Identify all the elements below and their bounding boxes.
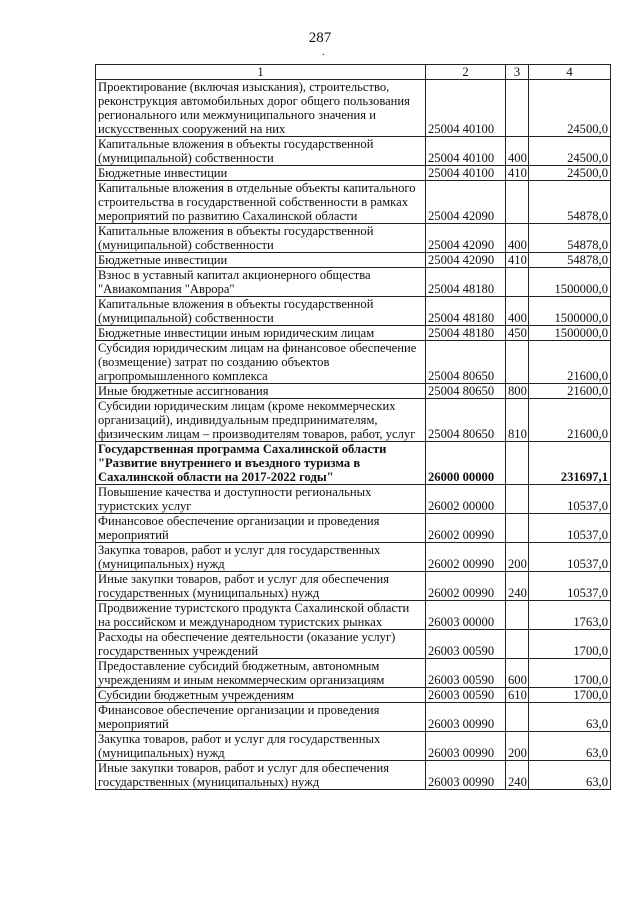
row-code-cell: 25004 80650 (426, 399, 506, 442)
table-row (96, 572, 611, 601)
row-code-cell: 25004 42090 (426, 224, 506, 253)
row-amount-cell: 54878,0 (529, 224, 611, 253)
row-code-cell: 25004 48180 (426, 297, 506, 326)
row-amount-cell: 54878,0 (529, 253, 611, 268)
row-name-cell: Расходы на обеспечение деятельности (оказание услуг) государственных учреждений (96, 630, 426, 659)
row-amount-cell: 24500,0 (529, 80, 611, 137)
row-name-cell: Капитальные вложения в объекты государственной (муниципальной) собственности (96, 224, 426, 253)
row-amount-cell: 10537,0 (529, 514, 611, 543)
row-code-cell: 26003 00590 (426, 630, 506, 659)
row-code-cell: 26002 00990 (426, 543, 506, 572)
row-amount-cell: 1763,0 (529, 601, 611, 630)
row-name-cell: Предоставление субсидий бюджетным, автономным учреждениям и иным некоммерческим организациям (96, 659, 426, 688)
table-row (96, 688, 611, 703)
row-type-cell (506, 268, 529, 297)
row-code-cell: 25004 48180 (426, 268, 506, 297)
table-row (96, 166, 611, 181)
table-row (96, 659, 611, 688)
header-cell: 2 (426, 65, 506, 80)
row-name-cell: Капитальные вложения в объекты государственной (муниципальной) собственности (96, 137, 426, 166)
row-type-cell: 240 (506, 761, 529, 790)
row-name-cell: Иные закупки товаров, работ и услуг для обеспечения государственных (муниципальных) нужд (96, 572, 426, 601)
row-name-cell: Капитальные вложения в объекты государственной (муниципальной) собственности (96, 297, 426, 326)
row-type-cell (506, 630, 529, 659)
row-amount-cell: 1700,0 (529, 659, 611, 688)
row-amount-cell: 21600,0 (529, 384, 611, 399)
row-name-cell: Закупка товаров, работ и услуг для государственных (муниципальных) нужд (96, 543, 426, 572)
row-amount-cell: 21600,0 (529, 399, 611, 442)
header-cell: 4 (529, 65, 611, 80)
row-type-cell: 450 (506, 326, 529, 341)
row-code-cell: 25004 80650 (426, 384, 506, 399)
row-type-cell: 800 (506, 384, 529, 399)
row-type-cell (506, 514, 529, 543)
table-row (96, 703, 611, 732)
row-name-cell: Финансовое обеспечение организации и проведения мероприятий (96, 703, 426, 732)
header-cell: 3 (506, 65, 529, 80)
table-row (96, 137, 611, 166)
row-name-cell: Бюджетные инвестиции (96, 166, 426, 181)
row-amount-cell: 10537,0 (529, 485, 611, 514)
row-type-cell (506, 80, 529, 137)
row-code-cell: 25004 40100 (426, 137, 506, 166)
table-row (96, 384, 611, 399)
table-row (96, 181, 611, 224)
row-code-cell: 26000 00000 (426, 442, 506, 485)
table-row (96, 341, 611, 384)
row-name-cell: Закупка товаров, работ и услуг для государственных (муниципальных) нужд (96, 732, 426, 761)
row-name-cell: Бюджетные инвестиции (96, 253, 426, 268)
row-amount-cell: 1500000,0 (529, 268, 611, 297)
row-amount-cell: 24500,0 (529, 166, 611, 181)
row-code-cell: 26003 00990 (426, 703, 506, 732)
row-name-cell: Повышение качества и доступности региональных туристских услуг (96, 485, 426, 514)
row-code-cell: 25004 48180 (426, 326, 506, 341)
header-row (96, 65, 611, 80)
row-amount-cell: 1700,0 (529, 688, 611, 703)
row-type-cell: 200 (506, 543, 529, 572)
table-row (96, 442, 611, 485)
row-type-cell: 410 (506, 253, 529, 268)
row-amount-cell: 1500000,0 (529, 326, 611, 341)
row-code-cell: 25004 42090 (426, 253, 506, 268)
row-name-cell: Государственная программа Сахалинской области "Развитие внутреннего и въездного туризма в Сахалинской области на 2017-2022 годы" (96, 442, 426, 485)
header-cell: 1 (96, 65, 426, 80)
row-code-cell: 25004 42090 (426, 181, 506, 224)
row-type-cell (506, 601, 529, 630)
row-type-cell: 400 (506, 137, 529, 166)
row-amount-cell: 24500,0 (529, 137, 611, 166)
row-type-cell: 240 (506, 572, 529, 601)
row-name-cell: Взнос в уставный капитал акционерного общества "Авиакомпания "Аврора" (96, 268, 426, 297)
row-code-cell: 26003 00990 (426, 761, 506, 790)
table-row (96, 732, 611, 761)
row-type-cell: 400 (506, 224, 529, 253)
row-code-cell: 26003 00590 (426, 688, 506, 703)
table-row (96, 761, 611, 790)
table-row (96, 224, 611, 253)
row-name-cell: Продвижение туристского продукта Сахалинской области на российском и международном туристских рынках (96, 601, 426, 630)
row-name-cell: Субсидия юридическим лицам на финансовое обеспечение (возмещение) затрат по созданию объектов агропромышленного комплекса (96, 341, 426, 384)
row-type-cell: 200 (506, 732, 529, 761)
row-amount-cell: 54878,0 (529, 181, 611, 224)
row-amount-cell: 63,0 (529, 761, 611, 790)
row-code-cell: 26002 00990 (426, 572, 506, 601)
table-row (96, 80, 611, 137)
page-mark: . (322, 47, 325, 58)
table-row (96, 514, 611, 543)
row-name-cell: Иные закупки товаров, работ и услуг для обеспечения государственных (муниципальных) нужд (96, 761, 426, 790)
table-row (96, 268, 611, 297)
row-type-cell (506, 181, 529, 224)
row-amount-cell: 10537,0 (529, 572, 611, 601)
row-code-cell: 26002 00000 (426, 485, 506, 514)
row-amount-cell: 21600,0 (529, 341, 611, 384)
table-row (96, 630, 611, 659)
row-name-cell: Бюджетные инвестиции иным юридическим лицам (96, 326, 426, 341)
row-amount-cell: 63,0 (529, 732, 611, 761)
table-row (96, 253, 611, 268)
row-type-cell (506, 442, 529, 485)
row-name-cell: Проектирование (включая изыскания), строительство, реконструкция автомобильных дорог общего пользования регионального или межмуниципального значения и искусственных сооружений на них (96, 80, 426, 137)
row-code-cell: 26002 00990 (426, 514, 506, 543)
row-name-cell: Финансовое обеспечение организации и проведения мероприятий (96, 514, 426, 543)
row-code-cell: 25004 80650 (426, 341, 506, 384)
row-type-cell (506, 341, 529, 384)
budget-table (95, 64, 611, 790)
row-name-cell: Иные бюджетные ассигнования (96, 384, 426, 399)
row-name-cell: Субсидии юридическим лицам (кроме некоммерческих организаций), индивидуальным предпринимателям, физическим лицам – производителям товаров, работ, услуг (96, 399, 426, 442)
row-type-cell: 610 (506, 688, 529, 703)
row-type-cell (506, 703, 529, 732)
table-row (96, 601, 611, 630)
row-name-cell: Субсидии бюджетным учреждениям (96, 688, 426, 703)
table-row (96, 485, 611, 514)
row-type-cell: 400 (506, 297, 529, 326)
row-type-cell (506, 485, 529, 514)
row-amount-cell: 1700,0 (529, 630, 611, 659)
table-body (96, 80, 611, 790)
row-amount-cell: 231697,1 (529, 442, 611, 485)
row-amount-cell: 1500000,0 (529, 297, 611, 326)
row-code-cell: 26003 00590 (426, 659, 506, 688)
table-row (96, 543, 611, 572)
row-amount-cell: 10537,0 (529, 543, 611, 572)
table-row (96, 297, 611, 326)
row-name-cell: Капитальные вложения в отдельные объекты капитального строительства в государственной собственности в рамках мероприятий по развитию Сахалинской области (96, 181, 426, 224)
row-code-cell: 25004 40100 (426, 80, 506, 137)
row-type-cell: 600 (506, 659, 529, 688)
table-row (96, 326, 611, 341)
table-row (96, 399, 611, 442)
row-code-cell: 26003 00990 (426, 732, 506, 761)
row-type-cell: 410 (506, 166, 529, 181)
row-code-cell: 25004 40100 (426, 166, 506, 181)
page-number: 287 (308, 30, 332, 46)
row-amount-cell: 63,0 (529, 703, 611, 732)
row-code-cell: 26003 00000 (426, 601, 506, 630)
row-type-cell: 810 (506, 399, 529, 442)
